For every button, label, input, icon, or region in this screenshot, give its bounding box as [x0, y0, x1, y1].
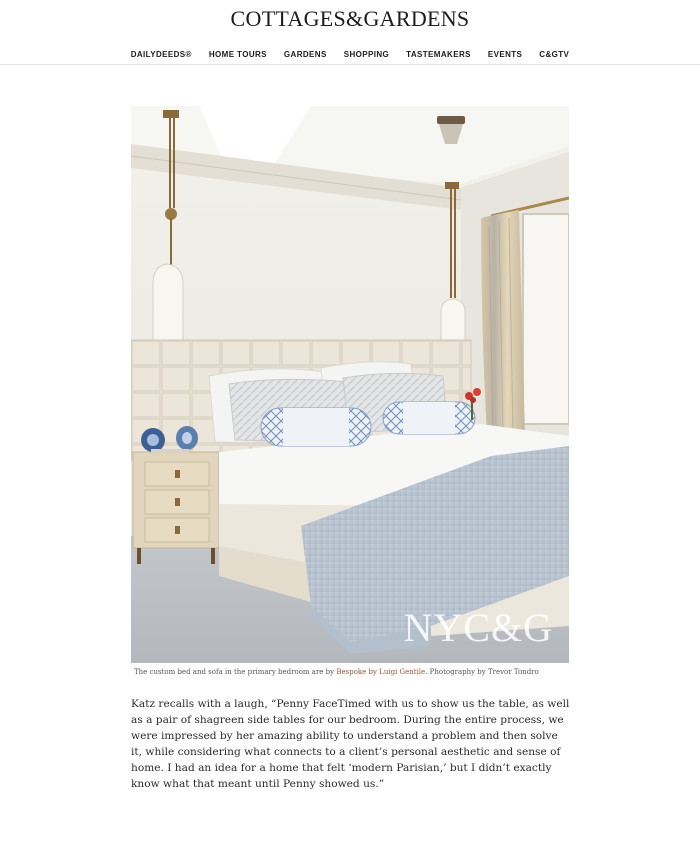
- article-paragraph: Katz recalls with a laugh, “Penny FaceTimed with us to show us the table, as well as a pair of shagreen side tables for our bedroom. During the entire process, we were impressed by her amazing ability to understand a problem and then solve it, while considering what connects to a client’s personal aesthetic and sense of home. I had an idea for a home that felt ‘modern Parisian,’ but I didn’t exactly know what that meant until Penny showed us.”: [131, 698, 570, 790]
- nav-item-home-tours[interactable]: HOME TOURS: [208, 50, 267, 59]
- nav-item-shopping[interactable]: SHOPPING: [343, 50, 390, 59]
- nav-item-events[interactable]: EVENTS: [487, 50, 523, 59]
- caption-text-prefix: The custom bed and sofa in the primary bedroom are by: [134, 668, 337, 676]
- nav-item-gardens[interactable]: GARDENS: [283, 50, 327, 59]
- photo-caption: [134, 668, 574, 676]
- caption-link-bespoke[interactable]: Bespoke by Luigi Gentile: [336, 668, 426, 676]
- bedroom-photo: [131, 106, 569, 663]
- article-body: [131, 696, 571, 792]
- site-header: [0, 0, 700, 65]
- nav-item-tastemakers[interactable]: TASTEMAKERS: [406, 50, 471, 59]
- bedroom-illustration: [131, 106, 569, 663]
- caption-text-suffix: . Photography by Trevor Tondro: [425, 668, 539, 676]
- site-logo[interactable]: COTTAGES&GARDENS: [230, 6, 470, 31]
- main-nav: [0, 50, 700, 59]
- nav-item-cgtv[interactable]: C&GTV: [539, 50, 570, 59]
- nav-item-dailydeeds[interactable]: DAILYDEEDS®: [130, 50, 192, 59]
- nycg-watermark: NYC&G: [403, 605, 553, 650]
